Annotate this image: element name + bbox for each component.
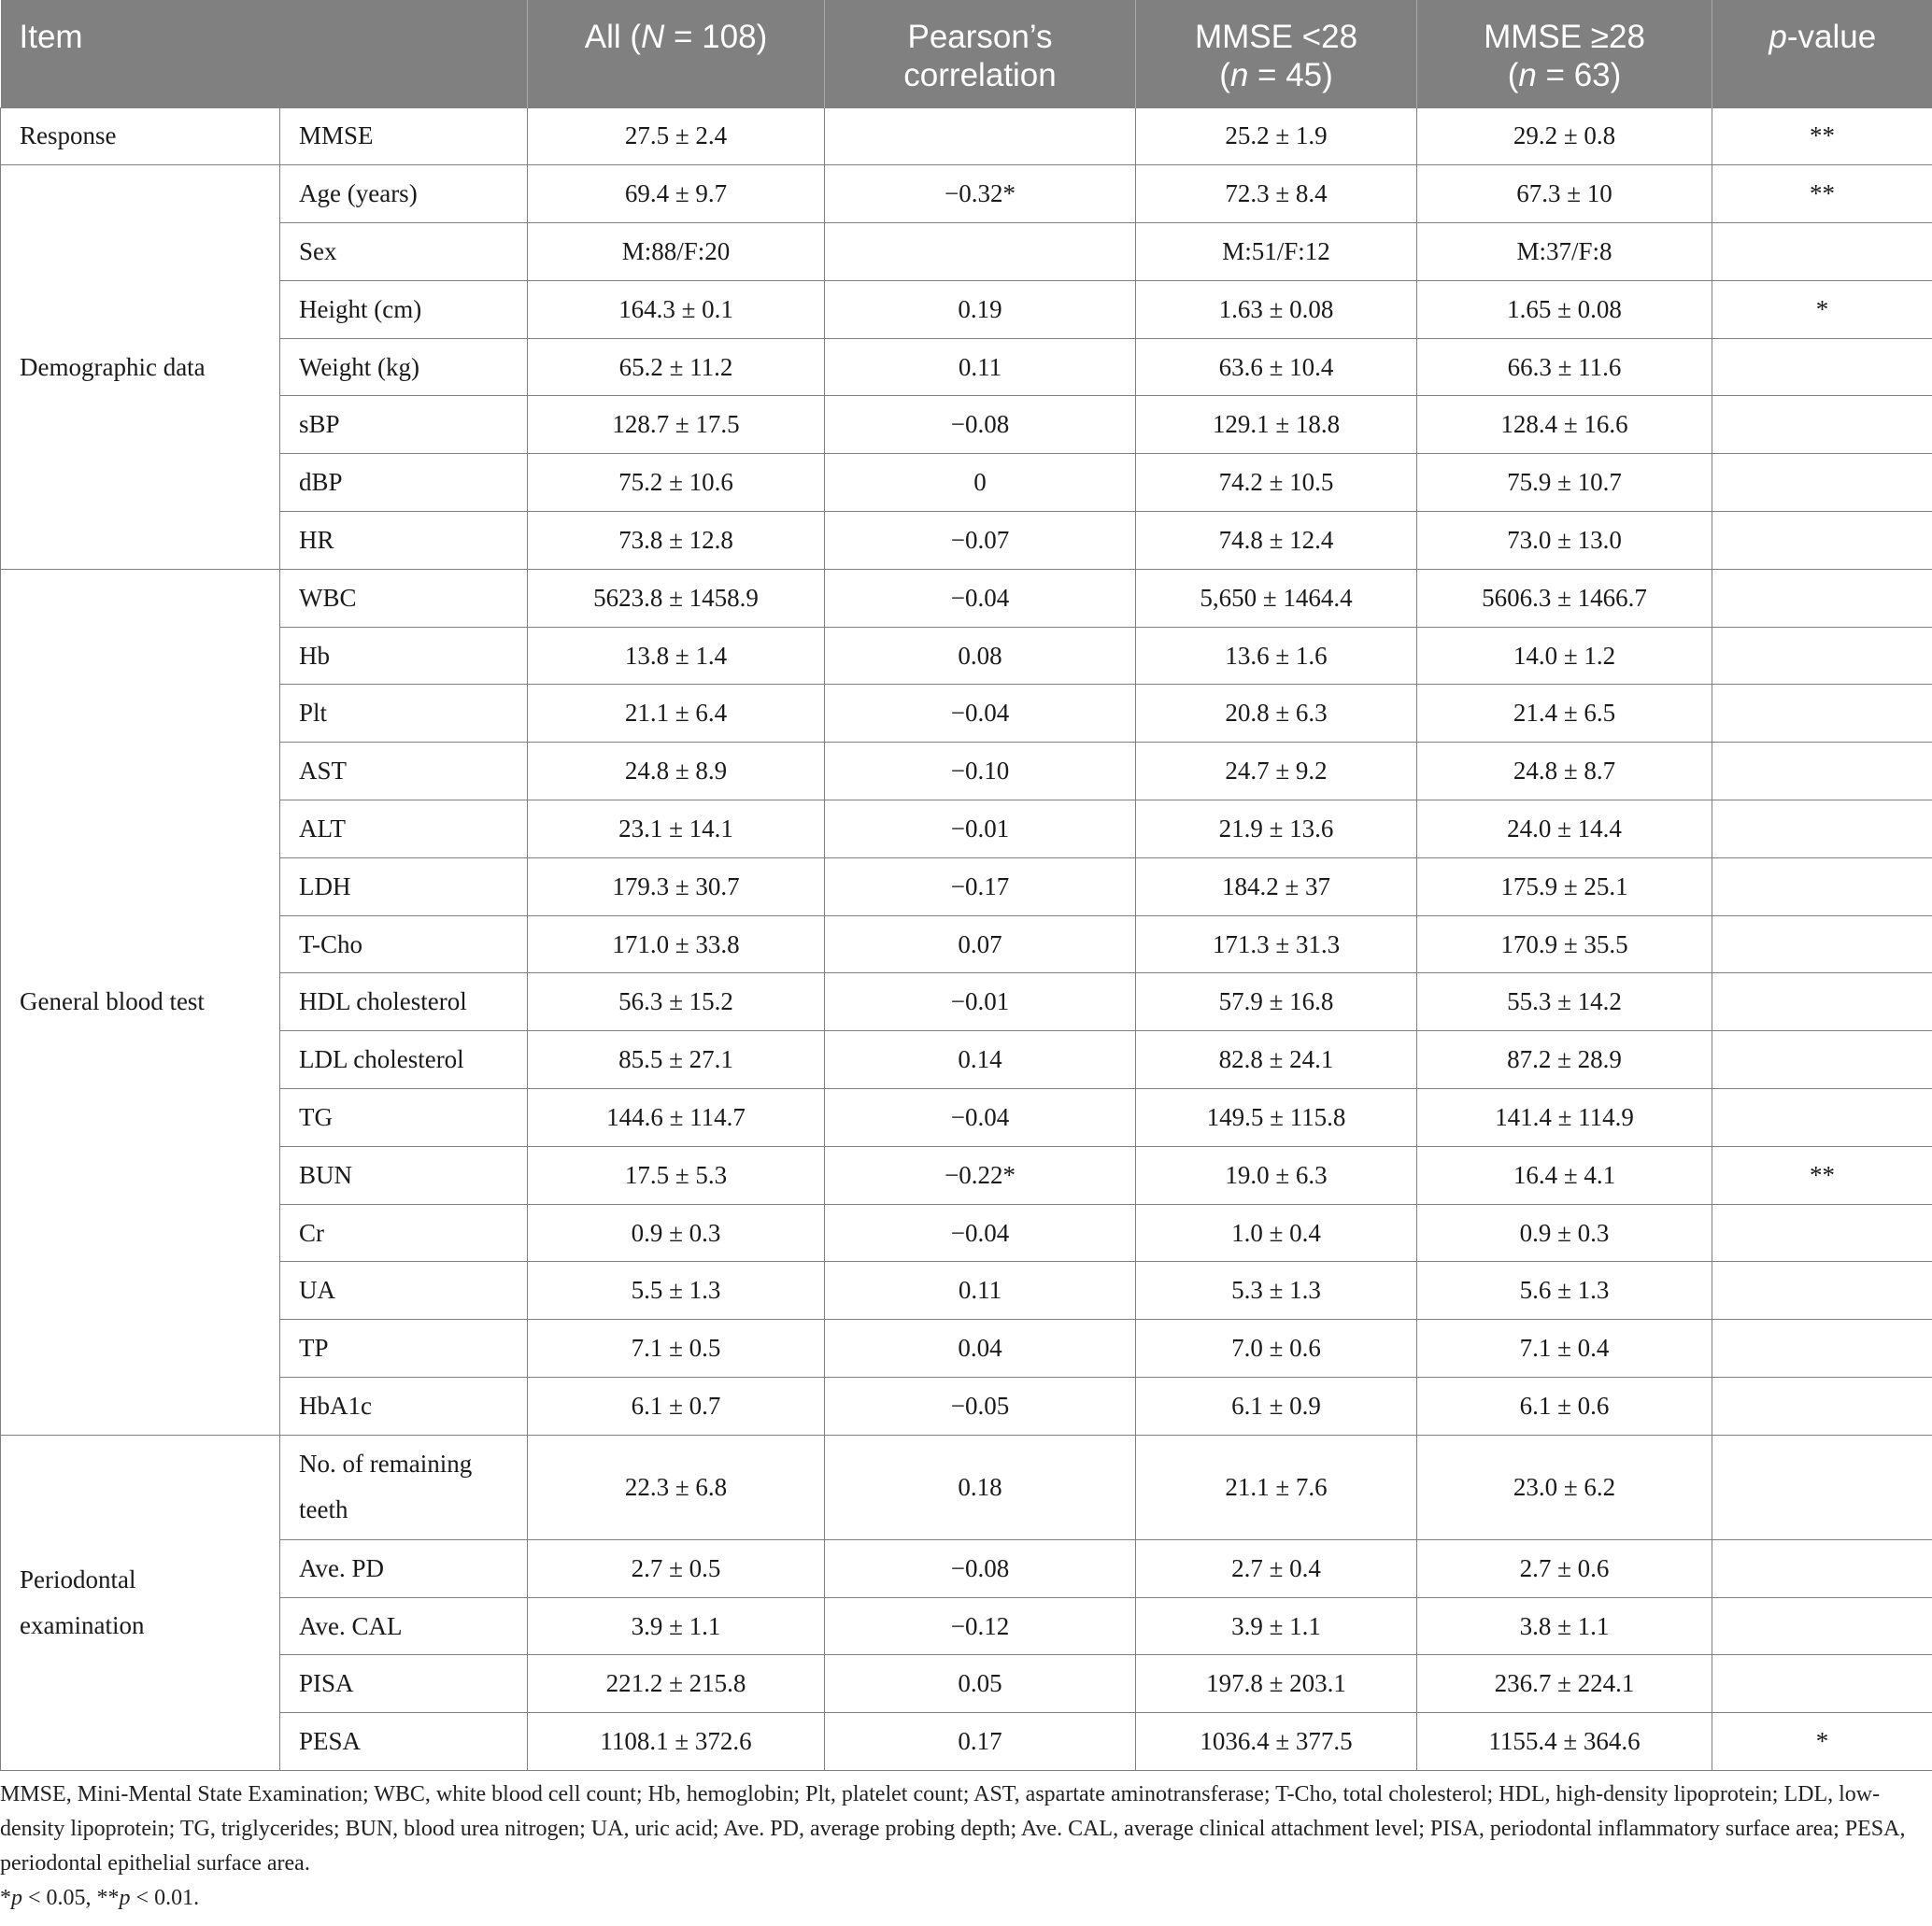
row-variable: Ave. CAL [280,1597,528,1655]
table-row [1,915,1932,973]
cell-mmse-low: 1036.4 ± 377.5 [1136,1713,1417,1771]
header-pearson: Pearson’s correlation [825,0,1136,107]
table-footnote [0,1777,1906,1916]
cell-pearson: −0.32* [825,165,1136,223]
cell-mmse-low: 3.9 ± 1.1 [1136,1597,1417,1655]
cell-mmse-high: 87.2 ± 28.9 [1417,1031,1712,1089]
table-body [1,107,1932,1771]
cell-all: 171.0 ± 33.8 [528,915,825,973]
cell-mmse-low: 72.3 ± 8.4 [1136,165,1417,223]
cell-mmse-high: 66.3 ± 11.6 [1417,338,1712,396]
row-variable: TP [280,1320,528,1378]
cell-all: 2.7 ± 0.5 [528,1539,825,1597]
cell-pearson: −0.22* [825,1146,1136,1204]
row-variable: UA [280,1262,528,1320]
cell-mmse-high: 23.0 ± 6.2 [1417,1435,1712,1539]
cell-mmse-low: 129.1 ± 18.8 [1136,396,1417,454]
group-periodontal-line2: examination [20,1610,145,1639]
table-row [1,1597,1932,1655]
cell-p-value [1712,1597,1932,1655]
header-all: All (N = 108) [528,0,825,107]
cell-pearson: 0.18 [825,1435,1136,1539]
cell-pearson: 0.19 [825,280,1136,338]
cell-all: 0.9 ± 0.3 [528,1204,825,1262]
table-row [1,1378,1932,1436]
cell-mmse-high: 170.9 ± 35.5 [1417,915,1712,973]
table-row [1,1031,1932,1089]
row-variable: ALT [280,800,528,858]
cell-mmse-high: 75.9 ± 10.7 [1417,454,1712,512]
row-variable: BUN [280,1146,528,1204]
cell-pearson: −0.07 [825,512,1136,570]
cell-mmse-low: 184.2 ± 37 [1136,857,1417,915]
cell-mmse-high: 5.6 ± 1.3 [1417,1262,1712,1320]
cell-mmse-high: 128.4 ± 16.6 [1417,396,1712,454]
cell-pearson: −0.10 [825,743,1136,800]
cell-p-value [1712,1204,1932,1262]
group-response: Response [1,107,280,165]
cell-pearson: −0.12 [825,1597,1136,1655]
cell-pearson: −0.04 [825,569,1136,627]
cell-mmse-low: 25.2 ± 1.9 [1136,107,1417,165]
table-row [1,165,1932,223]
cell-p-value: ** [1712,1146,1932,1204]
cell-pearson: 0.14 [825,1031,1136,1089]
row-variable: PESA [280,1713,528,1771]
cell-mmse-high: 7.1 ± 0.4 [1417,1320,1712,1378]
cell-pearson: −0.01 [825,800,1136,858]
row-variable: Age (years) [280,165,528,223]
cell-mmse-low: 5,650 ± 1464.4 [1136,569,1417,627]
cell-p-value [1712,512,1932,570]
cell-p-value: * [1712,1713,1932,1771]
cell-pearson: 0.07 [825,915,1136,973]
row-variable: MMSE [280,107,528,165]
row-variable: Ave. PD [280,1539,528,1597]
row-variable: HbA1c [280,1378,528,1436]
header-mmse-high: MMSE ≥28 (n = 63) [1417,0,1712,107]
table-row [1,1146,1932,1204]
cell-mmse-low: 19.0 ± 6.3 [1136,1146,1417,1204]
cell-all: 179.3 ± 30.7 [528,857,825,915]
cell-mmse-low: 74.2 ± 10.5 [1136,454,1417,512]
cell-all: 6.1 ± 0.7 [528,1378,825,1436]
cell-mmse-low: 63.6 ± 10.4 [1136,338,1417,396]
cell-mmse-low: 13.6 ± 1.6 [1136,627,1417,685]
cell-p-value [1712,1655,1932,1713]
cell-mmse-low: 171.3 ± 31.3 [1136,915,1417,973]
cell-mmse-high: 0.9 ± 0.3 [1417,1204,1712,1262]
row-variable: AST [280,743,528,800]
cell-all: 21.1 ± 6.4 [528,685,825,743]
row-variable: Sex [280,223,528,281]
table-row [1,685,1932,743]
cell-mmse-high: 236.7 ± 224.1 [1417,1655,1712,1713]
header-item: Item [1,0,528,107]
cell-pearson: 0.11 [825,1262,1136,1320]
cell-pearson: −0.05 [825,1378,1136,1436]
cell-mmse-low: 2.7 ± 0.4 [1136,1539,1417,1597]
cell-mmse-low: 197.8 ± 203.1 [1136,1655,1417,1713]
cell-p-value: * [1712,280,1932,338]
table-row [1,973,1932,1031]
row-variable: T-Cho [280,915,528,973]
cell-p-value [1712,338,1932,396]
cell-p-value [1712,569,1932,627]
cell-mmse-low: 21.9 ± 13.6 [1136,800,1417,858]
row-variable: Cr [280,1204,528,1262]
cell-all: 128.7 ± 17.5 [528,396,825,454]
cell-all: 69.4 ± 9.7 [528,165,825,223]
cell-all: 75.2 ± 10.6 [528,454,825,512]
cell-all: 144.6 ± 114.7 [528,1089,825,1147]
table-row [1,396,1932,454]
cell-mmse-low: 82.8 ± 24.1 [1136,1031,1417,1089]
cell-mmse-low: M:51/F:12 [1136,223,1417,281]
cell-all: 85.5 ± 27.1 [528,1031,825,1089]
table-row [1,1655,1932,1713]
cell-pearson: −0.04 [825,1204,1136,1262]
table-row [1,512,1932,570]
group-blood-test: General blood test [1,569,280,1435]
cell-mmse-high: 67.3 ± 10 [1417,165,1712,223]
cell-p-value [1712,1089,1932,1147]
row-variable: Height (cm) [280,280,528,338]
cell-all: 1108.1 ± 372.6 [528,1713,825,1771]
table-row [1,1262,1932,1320]
cell-mmse-high: 175.9 ± 25.1 [1417,857,1712,915]
cell-mmse-low: 149.5 ± 115.8 [1136,1089,1417,1147]
group-demographic: Demographic data [1,165,280,570]
table-row [1,280,1932,338]
footnote-significance: *p < 0.05, **p < 0.01. [0,1886,200,1910]
table-row [1,743,1932,800]
cell-mmse-high: 141.4 ± 114.9 [1417,1089,1712,1147]
row-variable: Weight (kg) [280,338,528,396]
table-row [1,569,1932,627]
cell-all: 164.3 ± 0.1 [528,280,825,338]
row-variable: HDL cholesterol [280,973,528,1031]
cell-all: 5.5 ± 1.3 [528,1262,825,1320]
row-variable: LDH [280,857,528,915]
header-p-value: p-value [1712,0,1932,107]
table-header [1,0,1932,107]
cell-pearson: 0.11 [825,338,1136,396]
cell-p-value: ** [1712,107,1932,165]
cell-mmse-low: 74.8 ± 12.4 [1136,512,1417,570]
cell-mmse-high: 2.7 ± 0.6 [1417,1539,1712,1597]
cell-mmse-high: M:37/F:8 [1417,223,1712,281]
row-variable: Hb [280,627,528,685]
cell-mmse-high: 1.65 ± 0.08 [1417,280,1712,338]
cell-mmse-high: 24.8 ± 8.7 [1417,743,1712,800]
footnote-abbreviations: MMSE, Mini-Mental State Examination; WBC, white blood cell count; Hb, hemoglobin; Plt, platelet count; AST, aspartate aminotransferase; T-Cho, total cholesterol; HDL, high-density lipoprotein; LDL, low-density lipoprotein; TG, triglycerides; BUN, blood urea nitrogen; UA, uric acid; Ave. PD, average probing depth; Ave. CAL, average clinical attachment level; PISA, periodontal inflammatory surface area; PESA, periodontal epithelial surface area. [0,1782,1906,1876]
cell-p-value [1712,1378,1932,1436]
cell-pearson: 0.04 [825,1320,1136,1378]
cell-mmse-low: 24.7 ± 9.2 [1136,743,1417,800]
cell-pearson: 0 [825,454,1136,512]
cell-all: M:88/F:20 [528,223,825,281]
table-row [1,1539,1932,1597]
cell-p-value [1712,1435,1932,1539]
cell-mmse-high: 73.0 ± 13.0 [1417,512,1712,570]
cell-p-value [1712,915,1932,973]
cell-all: 13.8 ± 1.4 [528,627,825,685]
header-row [1,0,1932,107]
cell-all: 3.9 ± 1.1 [528,1597,825,1655]
cell-p-value [1712,627,1932,685]
cell-pearson: −0.04 [825,685,1136,743]
row-variable: dBP [280,454,528,512]
cell-p-value [1712,800,1932,858]
cell-mmse-low: 5.3 ± 1.3 [1136,1262,1417,1320]
cell-p-value [1712,1031,1932,1089]
table-row [1,800,1932,858]
table-row [1,857,1932,915]
cell-mmse-high: 29.2 ± 0.8 [1417,107,1712,165]
cell-all: 17.5 ± 5.3 [528,1146,825,1204]
cell-all: 27.5 ± 2.4 [528,107,825,165]
table-row [1,338,1932,396]
cell-p-value [1712,1262,1932,1320]
table-row [1,107,1932,165]
cell-p-value [1712,223,1932,281]
cell-all: 65.2 ± 11.2 [528,338,825,396]
table-row [1,1089,1932,1147]
cell-mmse-high: 3.8 ± 1.1 [1417,1597,1712,1655]
row-variable: No. of remaining teeth [280,1435,528,1539]
group-periodontal-line1: Periodontal [20,1565,136,1593]
cell-p-value [1712,973,1932,1031]
row-variable: PISA [280,1655,528,1713]
cell-all: 56.3 ± 15.2 [528,973,825,1031]
cell-pearson: 0.08 [825,627,1136,685]
table-row [1,1204,1932,1262]
row-variable: TG [280,1089,528,1147]
cell-p-value [1712,1320,1932,1378]
cell-p-value [1712,396,1932,454]
table-row [1,454,1932,512]
cell-p-value [1712,1539,1932,1597]
cell-mmse-high: 24.0 ± 14.4 [1417,800,1712,858]
cell-p-value [1712,685,1932,743]
header-mmse-low: MMSE <28 (n = 45) [1136,0,1417,107]
cell-mmse-low: 57.9 ± 16.8 [1136,973,1417,1031]
cell-mmse-low: 7.0 ± 0.6 [1136,1320,1417,1378]
cell-mmse-high: 55.3 ± 14.2 [1417,973,1712,1031]
cell-all: 23.1 ± 14.1 [528,800,825,858]
cell-p-value: ** [1712,165,1932,223]
row-variable: WBC [280,569,528,627]
table-row [1,1320,1932,1378]
cell-pearson: 0.05 [825,1655,1136,1713]
cell-all: 7.1 ± 0.5 [528,1320,825,1378]
cell-all: 73.8 ± 12.8 [528,512,825,570]
cell-all: 221.2 ± 215.8 [528,1655,825,1713]
cell-all: 24.8 ± 8.9 [528,743,825,800]
cell-mmse-high: 1155.4 ± 364.6 [1417,1713,1712,1771]
cell-mmse-high: 5606.3 ± 1466.7 [1417,569,1712,627]
cell-p-value [1712,743,1932,800]
cell-pearson: −0.01 [825,973,1136,1031]
cell-pearson: −0.04 [825,1089,1136,1147]
cell-pearson: −0.08 [825,1539,1136,1597]
cell-pearson: −0.17 [825,857,1136,915]
table-row [1,627,1932,685]
cell-mmse-high: 14.0 ± 1.2 [1417,627,1712,685]
row-variable: HR [280,512,528,570]
cell-mmse-low: 6.1 ± 0.9 [1136,1378,1417,1436]
cell-pearson: −0.08 [825,396,1136,454]
cell-mmse-high: 16.4 ± 4.1 [1417,1146,1712,1204]
cell-mmse-high: 6.1 ± 0.6 [1417,1378,1712,1436]
table-row [1,223,1932,281]
table-row [1,1435,1932,1539]
row-variable: Plt [280,685,528,743]
row-variable: LDL cholesterol [280,1031,528,1089]
cell-mmse-low: 1.63 ± 0.08 [1136,280,1417,338]
group-periodontal [1,1435,280,1770]
row-variable: sBP [280,396,528,454]
table-row [1,1713,1932,1771]
cell-all: 22.3 ± 6.8 [528,1435,825,1539]
cell-pearson: 0.17 [825,1713,1136,1771]
cell-pearson [825,223,1136,281]
cell-mmse-low: 21.1 ± 7.6 [1136,1435,1417,1539]
cell-mmse-low: 20.8 ± 6.3 [1136,685,1417,743]
cell-pearson [825,107,1136,165]
cell-all: 5623.8 ± 1458.9 [528,569,825,627]
cell-p-value [1712,857,1932,915]
cell-mmse-high: 21.4 ± 6.5 [1417,685,1712,743]
cell-mmse-low: 1.0 ± 0.4 [1136,1204,1417,1262]
cell-p-value [1712,454,1932,512]
